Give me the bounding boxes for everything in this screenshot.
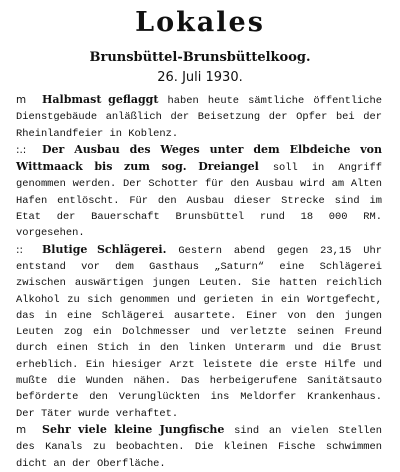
article-road-construction xyxy=(16,142,382,242)
article-headline: Blutige Schlägerei. xyxy=(42,242,167,256)
article-headline: Halbmast geflaggt xyxy=(42,93,159,106)
article-young-fish xyxy=(16,422,382,472)
article-headline: Sehr viele kleine Jungfische xyxy=(42,422,225,436)
article-column xyxy=(16,92,382,472)
article-headline: Der Ausbau des Weges unter dem Elbdeiche von Wittmaack bis zum sog. Dreiangel xyxy=(16,142,382,174)
article-lead-mark: m xyxy=(16,423,27,436)
dateline: 26. Juli 1930. xyxy=(157,70,243,85)
article-text: Gestern abend gegen 23,15 Uhr entstand vor dem Gasthaus „Saturn“ eine Schlägerei zwischen auswärtigen jungen Leuten. Sie hatten reichlich Alkohol zu sich genommen und gerieten in ein Wortgefecht, das in eine Schlägerei ausartete. Einer von den jungen Leuten zog ein Dolchmesser und verletzte seinen Freund durch einen Stich in den linken Unterarm und die Brust erheblich. Ein hiesiger Arzt leistete die erste Hilfe und mußte die Wunden nähen. Das herbeigerufene Sanitätsauto beförderte den Verunglückten ins Meldorfer Krankenhaus. Der Täter wurde verhaftet. xyxy=(16,244,382,420)
locality-subtitle: Brunsbüttel-Brunsbüttelkoog. xyxy=(89,50,311,65)
article-lead-mark: m xyxy=(16,94,27,106)
article-brawl xyxy=(16,242,382,422)
article-text: soll in Angriff genommen werden. Der Schotter für den Ausbau wird am Alten Hafen entlöscht. Für den Ausbau dieser Strecke sind im Etat der Bauerschaft Brunsbüttel rund 18 000 RM. vorgesehen. xyxy=(16,162,382,240)
article-lead-mark: :: xyxy=(16,243,24,256)
article-lead-mark: :.: xyxy=(16,143,27,156)
article-half-mast xyxy=(16,92,382,142)
masthead xyxy=(0,8,400,86)
article-text: sind an vielen Stellen des Kanals zu beobachten. Die kleinen Fische schwimmen dicht an der Oberfläche. xyxy=(16,424,382,470)
section-title: Lokales xyxy=(135,7,265,38)
article-text: haben heute sämtliche öffentliche Dienstgebäude anläßlich der Beisetzung der Opfer bei der Rheinlandfeier in Koblenz. xyxy=(16,95,382,140)
